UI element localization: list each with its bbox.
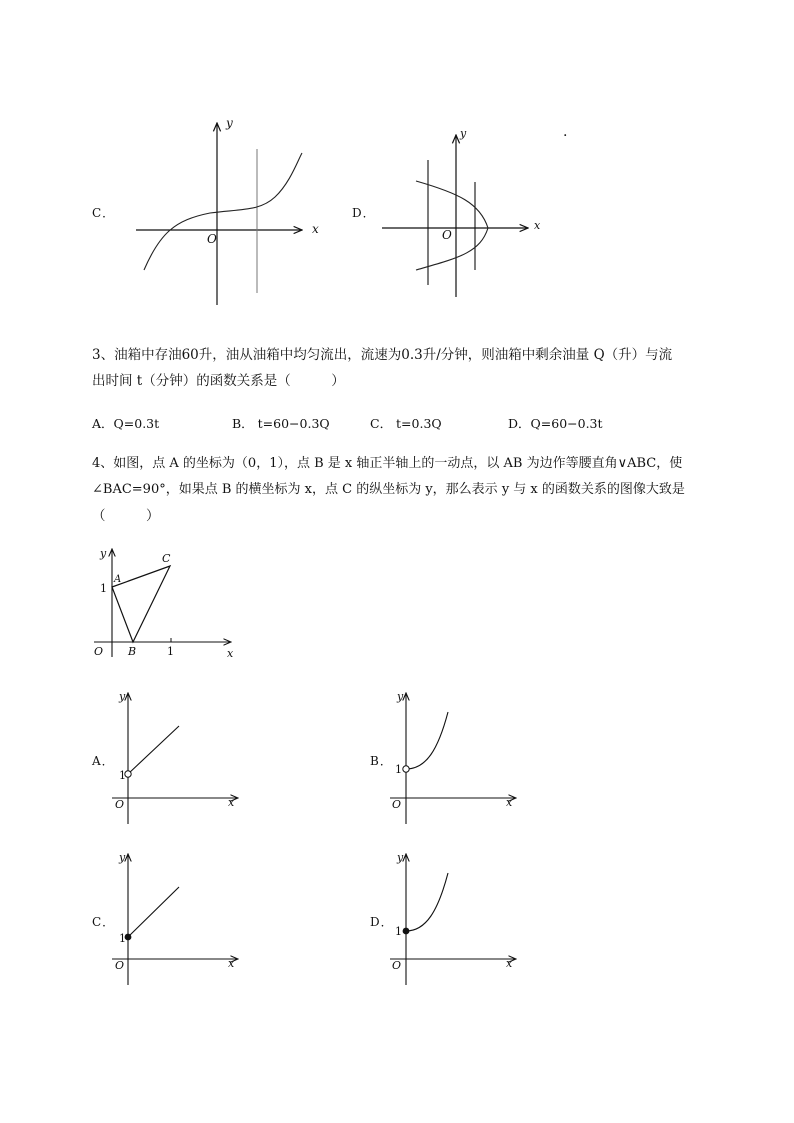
q3-choice-d: D．Q=60−0.3t <box>508 416 603 431</box>
one-label: 1 <box>395 925 402 938</box>
question-4-line-3: （ ） <box>92 508 160 524</box>
question-3-line-2: 出时间 t（分钟）的函数关系是（ ） <box>92 373 345 389</box>
graph-c-top <box>130 115 320 310</box>
origin-label: O <box>115 798 125 811</box>
question-3-line-1: 3、油箱中存油60升，油从油箱中均匀流出，流速为0.3升/分钟，则油箱中剩余油量 Q（升）与流 <box>92 347 673 363</box>
option-c-label: C． <box>92 206 116 220</box>
y-label: y <box>119 690 126 703</box>
q4-choice-c-label: C． <box>92 915 116 929</box>
y-label: y <box>100 547 107 560</box>
one-label: 1 <box>119 769 126 782</box>
q4-graph-c <box>108 851 248 986</box>
triangle-figure <box>90 545 250 665</box>
x-axis-label: x <box>312 222 319 236</box>
origin-label: O <box>392 959 402 972</box>
origin-label: O <box>207 232 217 246</box>
origin-label: O <box>94 645 104 658</box>
origin-label: O <box>392 798 402 811</box>
closed-point <box>403 928 410 935</box>
one-label: 1 <box>395 763 402 776</box>
q4-graph-d <box>386 851 526 986</box>
a-label: A <box>114 574 122 585</box>
y-label: y <box>397 690 404 703</box>
q4-choice-b-label: B． <box>370 754 393 768</box>
q4-choice-d-label: D． <box>370 915 394 929</box>
parabola-graph <box>406 873 448 931</box>
linear-graph <box>128 887 179 937</box>
y-label: y <box>119 851 126 864</box>
x-label: x <box>228 796 235 809</box>
q4-graph-a <box>108 690 248 825</box>
origin-label: O <box>442 228 452 242</box>
parabola-curve <box>416 181 488 270</box>
x-label: x <box>228 957 235 970</box>
q3-choice-c: C． t=0.3Q <box>370 416 442 431</box>
origin-label: O <box>115 959 125 972</box>
one-x-label: 1 <box>167 645 174 658</box>
one-label: 1 <box>100 582 107 595</box>
cubic-curve <box>144 153 302 270</box>
question-4-line-1: 4、如图，点 A 的坐标为（0，1），点 B 是 x 轴正半轴上的一动点，以 AB 为边作等腰直角∨ABC，使 <box>92 456 683 471</box>
x-label: x <box>506 796 513 809</box>
one-label: 1 <box>119 932 126 945</box>
b-label: B <box>128 645 137 658</box>
q4-choice-a-label: A． <box>92 754 115 768</box>
y-label: y <box>397 851 404 864</box>
linear-graph <box>128 726 179 774</box>
y-axis-label: y <box>460 127 467 140</box>
x-axis-label: x <box>534 219 541 232</box>
graph-d-top <box>378 125 548 300</box>
question-4-line-2: ∠BAC=90°，如果点 B 的横坐标为 x，点 C 的纵坐标为 y，那么表示 y 与 x 的函数关系的图像大致是 <box>92 482 685 497</box>
parabola-graph <box>406 712 448 769</box>
y-axis-label: y <box>226 116 233 130</box>
q4-graph-b <box>386 690 526 825</box>
option-d-label: D． <box>352 206 376 220</box>
stray-dot: . <box>563 124 568 140</box>
open-point <box>403 766 409 772</box>
x-label: x <box>227 647 234 660</box>
c-label: C <box>162 552 171 565</box>
x-label: x <box>506 957 513 970</box>
q3-choice-a: A．Q=0.3t <box>92 416 160 431</box>
q3-choice-b: B． t=60−0.3Q <box>232 416 330 431</box>
